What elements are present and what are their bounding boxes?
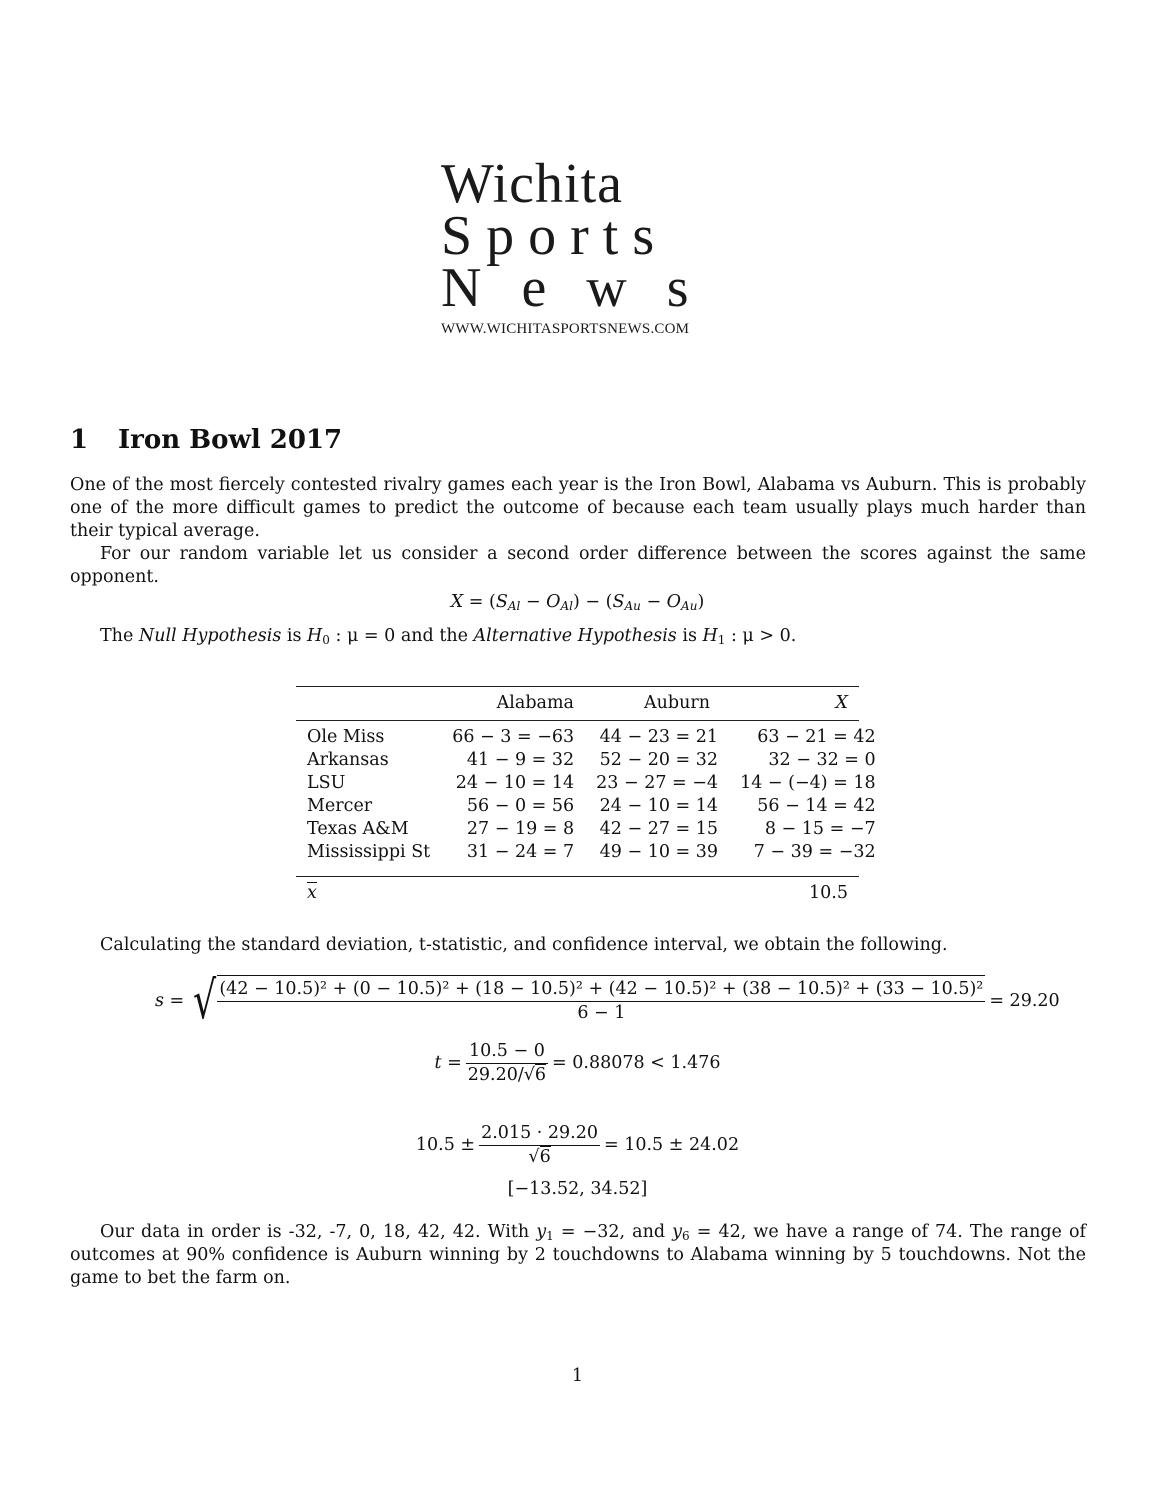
table-row [296, 772, 887, 795]
logo-line-2: Sports [441, 205, 669, 267]
alt-expr: : μ > 0. [730, 626, 797, 646]
row-x: 8 − 15 = −7 [764, 819, 876, 839]
ci-numerator: 2.015 · 29.20 [479, 1122, 600, 1146]
table-row [296, 749, 887, 772]
page-number: 1 [571, 1366, 584, 1386]
row-opponent: Mercer [307, 796, 373, 816]
conclusion-paragraph [70, 1221, 1086, 1290]
hypothesis-line [100, 625, 796, 648]
row-alabama: 27 − 19 = 8 [466, 819, 575, 839]
confidence-interval-equation [0, 1122, 1155, 1169]
table-row [296, 795, 887, 818]
score-table-footer [296, 882, 859, 905]
std-dev-equation [155, 971, 1060, 1031]
header-cell-team [296, 692, 446, 715]
t-stat-numerator: 10.5 − 0 [466, 1040, 548, 1064]
logo-line-3: News [441, 257, 729, 319]
footer-empty-cell [585, 882, 721, 905]
table-top-rule [296, 686, 859, 687]
header-cell-auburn: Auburn [643, 693, 710, 713]
footer-label-cell [296, 882, 446, 905]
ci-denominator-sqrt: 6 [539, 1147, 551, 1167]
ci-lhs: 10.5 ± [415, 1135, 476, 1155]
y1-subscript: 1 [546, 1229, 554, 1243]
row-opponent: LSU [307, 773, 346, 793]
table-header-rule [296, 720, 859, 721]
hypothesis-prefix: The [100, 626, 139, 646]
t-stat-denominator-sqrt: 6 [534, 1065, 547, 1085]
logo-url: WWW.WICHITASPORTSNEWS.COM [441, 321, 690, 337]
ci-denominator [479, 1146, 600, 1169]
std-dev-sqrt [188, 971, 985, 1031]
h1-subscript: 1 [717, 633, 726, 647]
row-alabama: 24 − 10 = 14 [455, 773, 575, 793]
null-hypothesis-label: Null Hypothesis [138, 626, 282, 646]
header-cell-alabama: Alabama [496, 693, 574, 713]
row-opponent: Arkansas [307, 750, 389, 770]
table-row [296, 726, 887, 749]
std-dev-lhs: s = [155, 990, 185, 1011]
t-stat-denominator-a: 29.20/ [467, 1065, 524, 1085]
ci-interval: [−13.52, 34.52] [507, 1179, 648, 1199]
std-dev-result: = 29.20 [989, 990, 1060, 1011]
row-x: 63 − 21 = 42 [757, 727, 876, 747]
table-footer-row [296, 882, 859, 905]
t-stat-lhs: t = [434, 1053, 462, 1073]
section-title: Iron Bowl 2017 [118, 425, 343, 455]
t-stat-fraction [466, 1040, 548, 1087]
calc-intro-paragraph: Calculating the standard deviation, t-statistic, and confidence interval, we obtain the following. [100, 935, 948, 955]
row-alabama: 31 − 24 = 7 [466, 842, 575, 862]
t-stat-equation [0, 1040, 1155, 1087]
null-expr: : μ = 0 [335, 626, 396, 646]
h0-symbol: H [307, 626, 323, 646]
table-header-row [296, 692, 859, 715]
wichita-sports-news-logo [441, 153, 729, 341]
ci-fraction [479, 1122, 600, 1169]
row-x: 7 − 39 = −32 [753, 842, 876, 862]
row-alabama: 66 − 3 = −63 [452, 727, 575, 747]
std-dev-numerator: (42 − 10.5)² + (0 − 10.5)² + (18 − 10.5)² + (42 − 10.5)² + (38 − 10.5)² + (33 − 10.5)² [217, 978, 985, 1002]
std-dev-denominator: 6 − 1 [577, 1003, 626, 1023]
random-variable-paragraph: For our random variable let us consider a second order difference between the scores against the same opponent. [70, 544, 1086, 587]
sqrt-icon: √ [523, 1065, 535, 1085]
intro-paragraph: One of the most fiercely contested rivalry games each year is the Iron Bowl, Alabama vs Auburn. This is probably one of the more difficult games to predict the outcome of because each team usually plays much harder than their typical average. [70, 475, 1086, 541]
t-stat-denominator [466, 1064, 548, 1087]
y1-symbol: y [536, 1222, 547, 1242]
std-dev-sqrt-body [217, 975, 985, 1027]
h0-subscript: 0 [322, 633, 330, 647]
row-x: 14 − (−4) = 18 [740, 773, 876, 793]
table-row [296, 818, 887, 841]
ci-result: = 10.5 ± 24.02 [604, 1135, 740, 1155]
header-cell-x: X [835, 693, 848, 713]
sqrt-icon: √ [193, 971, 217, 1031]
row-opponent: Texas A&M [307, 819, 409, 839]
row-opponent: Ole Miss [307, 727, 385, 747]
conclusion-part-1: Our data in order is -32, -7, 0, 18, 42, 42. With [100, 1222, 537, 1242]
alternative-hypothesis-label: Alternative Hypothesis [473, 626, 677, 646]
footer-empty-cell [446, 882, 585, 905]
hypothesis-and-the: and the [395, 626, 474, 646]
std-dev-fraction [217, 978, 985, 1025]
sqrt-icon: √ [528, 1147, 540, 1167]
section-number: 1 [70, 425, 89, 455]
h1-symbol: H [702, 626, 718, 646]
conclusion-part-2: = −32, and [553, 1222, 673, 1242]
score-table-body [296, 726, 887, 864]
x-bar-label: x [307, 883, 317, 903]
y6-subscript: 6 [682, 1229, 690, 1243]
logo-line-1: Wichita [441, 153, 623, 215]
table-bottom-rule [296, 876, 859, 877]
table-row [296, 841, 887, 864]
x-bar-value: 10.5 [809, 883, 848, 903]
row-auburn: 23 − 27 = −4 [596, 773, 719, 793]
section-heading [70, 425, 342, 455]
y6-symbol: y [672, 1222, 683, 1242]
score-table-header [296, 692, 859, 715]
row-opponent: Mississippi St [307, 842, 431, 862]
conclusion-part-3: = 42, we have a range of 74. The range of outcomes at 90% confidence is Auburn winning by 2 touchdowns to Alabama winning by 5 touchdowns. Not the game to bet the farm on. [70, 1222, 1086, 1288]
row-alabama: 56 − 0 = 56 [466, 796, 575, 816]
row-auburn: 44 − 23 = 21 [599, 727, 719, 747]
hypothesis-is-1: is [281, 626, 308, 646]
row-auburn: 24 − 10 = 14 [599, 796, 719, 816]
row-auburn: 52 − 20 = 32 [599, 750, 719, 770]
hypothesis-is-2: is [676, 626, 703, 646]
row-auburn: 42 − 27 = 15 [599, 819, 719, 839]
row-x: 32 − 32 = 0 [768, 750, 876, 770]
intro-block [70, 474, 1086, 589]
row-alabama: 41 − 9 = 32 [466, 750, 575, 770]
x-definition-equation: $X = (S_{Al} - O_{Al}) - (S_{Au} - O_{Au})$ [450, 592, 705, 613]
t-stat-result: = 0.88078 < 1.476 [552, 1053, 721, 1073]
row-auburn: 49 − 10 = 39 [599, 842, 719, 862]
row-x: 56 − 14 = 42 [757, 796, 876, 816]
